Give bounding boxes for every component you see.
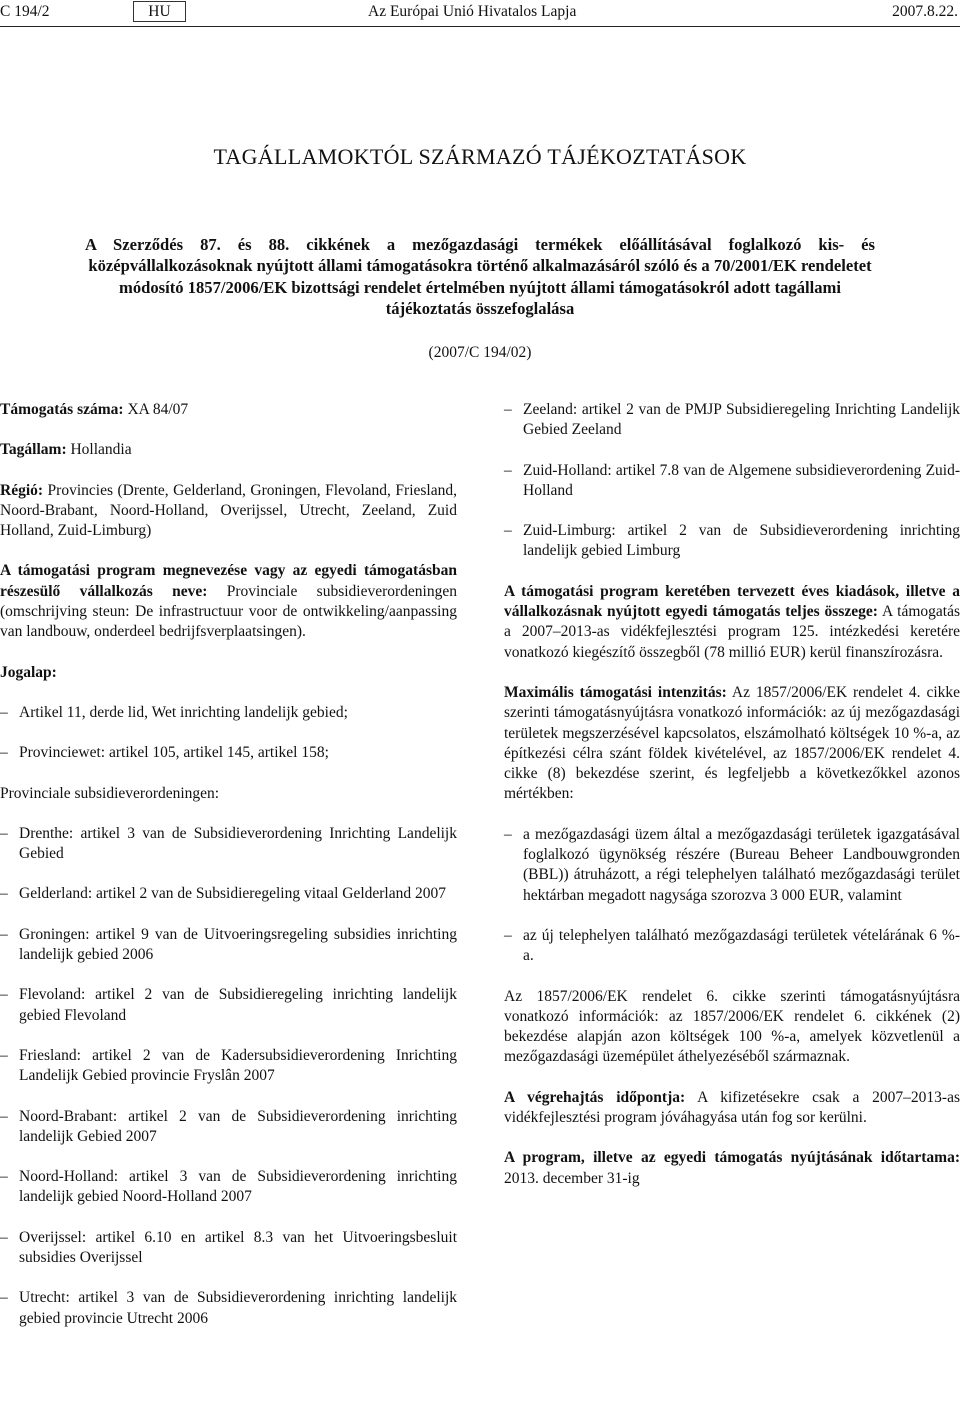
intensity-label: Maximális támogatási intenzitás: (504, 683, 727, 701)
subtitle-line-1: A Szerződés 87. és 88. cikkének a mezőgazdasági termékek előállításával foglalkozó kis- és (85, 235, 875, 254)
scheme-title (0, 561, 457, 642)
list-item: – az új telephelyen található mezőgazdasági területek vételárának 6 %-a. (504, 926, 960, 967)
list-item: – Gelderland: artikel 2 van de Subsidieregeling vitaal Gelderland 2007 (0, 884, 457, 904)
document-subtitle (85, 234, 875, 319)
annual-expenditure (504, 582, 960, 663)
list-item: – Artikel 11, derde lid, Wet inrichting landelijk gebied; (0, 703, 457, 723)
intensity-value: Az 1857/2006/EK rendelet 4. cikke szerinti támogatásnyújtásra vonatkozó információk: az új mezőgazdasági területek megszerzésével kapcsolatos, elszámolható költségek 10 %-a, az építkezési célra szánt földek kivételével, az 1857/2006/EK rendelet 4. cikke (8) bekezdése szerint, és legfeljebb a következőkkel azonos mértékben: (504, 683, 960, 803)
right-column (504, 400, 960, 1209)
language-box: HU (133, 1, 186, 22)
list-item: – Provinciewet: artikel 105, artikel 145, artikel 158; (0, 743, 457, 763)
max-aid-intensity (504, 683, 960, 805)
duration-value: 2013. december 31-ig (504, 1169, 640, 1187)
list-item: – Groningen: artikel 9 van de Uitvoeringsregeling subsidies inrichting landelijk gebied 2006 (0, 925, 457, 966)
list-item: – Friesland: artikel 2 van de Kadersubsidieverordening Inrichting Landelijk Gebied provincie Fryslân 2007 (0, 1046, 457, 1087)
list-item: – Noord-Holland: artikel 3 van de Subsidieverordening inrichting landelijk gebied Noord-Holland 2007 (0, 1167, 457, 1208)
list-item: – Zuid-Holland: artikel 7.8 van de Algemene subsidieverordening Zuid-Holland (504, 461, 960, 502)
section-title: TAGÁLLAMOKTÓL SZÁRMAZÓ TÁJÉKOZTATÁSOK (213, 144, 747, 169)
aid-number-label: Támogatás száma: (0, 401, 124, 418)
implementation-date-value: A kifizetésekre csak a 2007–2013-as vidékfejlesztési program jóváhagyása után fog sor kerülni. (504, 1088, 960, 1127)
scheme-value: Provinciale subsidieverordeningen (omschrijving steun: De infrastructuur voor de ontwikkeling/aanpassing van landbouw, onderdeel bedrijfsverplaatsingen). (0, 582, 457, 641)
left-column (0, 400, 457, 1349)
list-item: – Zeeland: artikel 2 van de PMJP Subsidieregeling Inrichting Landelijk Gebied Zeeland (504, 400, 960, 441)
legal-basis-label: Jogalap: (0, 663, 57, 681)
journal-header (0, 0, 960, 24)
list-item: – a mezőgazdasági üzem által a mezőgazdasági területek igazgatásával foglalkozó ügynökség részére (Bureau Beheer Landbouwgronden (BBL)) átruházott, a régi telephelyen található mezőgazdasági terület hektárban megadott nagysága szorozva 3 000 EUR, valamint (504, 825, 960, 906)
list-item: – Flevoland: artikel 2 van de Subsidieregeling inrichting landelijk gebied Flevoland (0, 985, 457, 1026)
region-value: Provincies (Drente, Gelderland, Groningen, Flevoland, Friesland, Noord-Brabant, Noord-Holland, Overijssel, Utrecht, Zeeland, Zuid Holland, Zuid-Limburg) (0, 481, 457, 540)
legal-basis-heading (0, 663, 457, 683)
implementation-date-label: A végrehajtás időpontja: (504, 1088, 686, 1106)
list-item: – Overijssel: artikel 6.10 en artikel 8.3 van het Uitvoeringsbesluit subsidies Overijssel (0, 1228, 457, 1269)
header-divider (0, 26, 960, 27)
expenditure-value: A támogatás a 2007–2013-as vidékfejlesztési program 125. intézkedési keretére vonatkozó kiegészítő összegből (78 millió EUR) kerül finanszírozásra. (504, 603, 960, 661)
member-state-label: Tagállam: (0, 441, 67, 459)
document-number: (2007/C 194/02) (428, 344, 532, 361)
expenditure-label: A támogatási program keretében tervezett éves kiadások, illetve a vállalkozásnak nyújtott egyedi támogatás teljes összege: (504, 582, 960, 621)
subtitle-rest: középvállalkozásoknak nyújtott állami támogatásokra történő alkalmazásáról szóló és a 70/2001/EK rendeletet módosító 1857/2006/EK bizottsági rendelet értelmében nyújtott állami támogatásokról adott tagállami tájékoztatás összefoglalása (88, 256, 872, 318)
member-state (0, 440, 457, 460)
journal-name: Az Európai Unió Hivatalos Lapja (368, 3, 577, 20)
list-item: – Noord-Brabant: artikel 2 van de Subsidieverordening inrichting landelijk Gebied 2007 (0, 1107, 457, 1148)
aid-number (0, 400, 457, 420)
region-label: Régió: (0, 481, 44, 499)
list-item: – Zuid-Limburg: artikel 2 van de Subsidieverordening inrichting landelijk gebied Limburg (504, 521, 960, 562)
implementation-date (504, 1088, 960, 1129)
article-6-info: Az 1857/2006/EK rendelet 6. cikke szerinti támogatásnyújtásra vonatkozó információk: az 1857/2006/EK rendelet 6. cikkének (2) bekezdése alapján azon költségek 100 %-a, amelyek közvetlenül a mezőgazdasági üzemépület áthelyezéséből származnak. (504, 987, 960, 1066)
scheme-duration (504, 1148, 960, 1189)
scheme-label: A támogatási program megnevezése vagy az egyedi támogatásban részesülő vállalkozás neve: (0, 562, 457, 600)
page-reference: C 194/2 (0, 3, 50, 20)
provincial-heading: Provinciale subsidieverordeningen: (0, 784, 220, 802)
member-state-value: Hollandia (70, 441, 132, 459)
list-item: – Utrecht: artikel 3 van de Subsidieverordening inrichting landelijk gebied provincie Utrecht 2006 (0, 1288, 457, 1329)
region (0, 481, 457, 542)
publication-date: 2007.8.22. (892, 3, 958, 20)
duration-label: A program, illetve az egyedi támogatás nyújtásának időtartama: (504, 1149, 960, 1167)
aid-number-value: XA 84/07 (127, 401, 189, 418)
list-item: – Drenthe: artikel 3 van de Subsidieverordening Inrichting Landelijk Gebied (0, 824, 457, 865)
